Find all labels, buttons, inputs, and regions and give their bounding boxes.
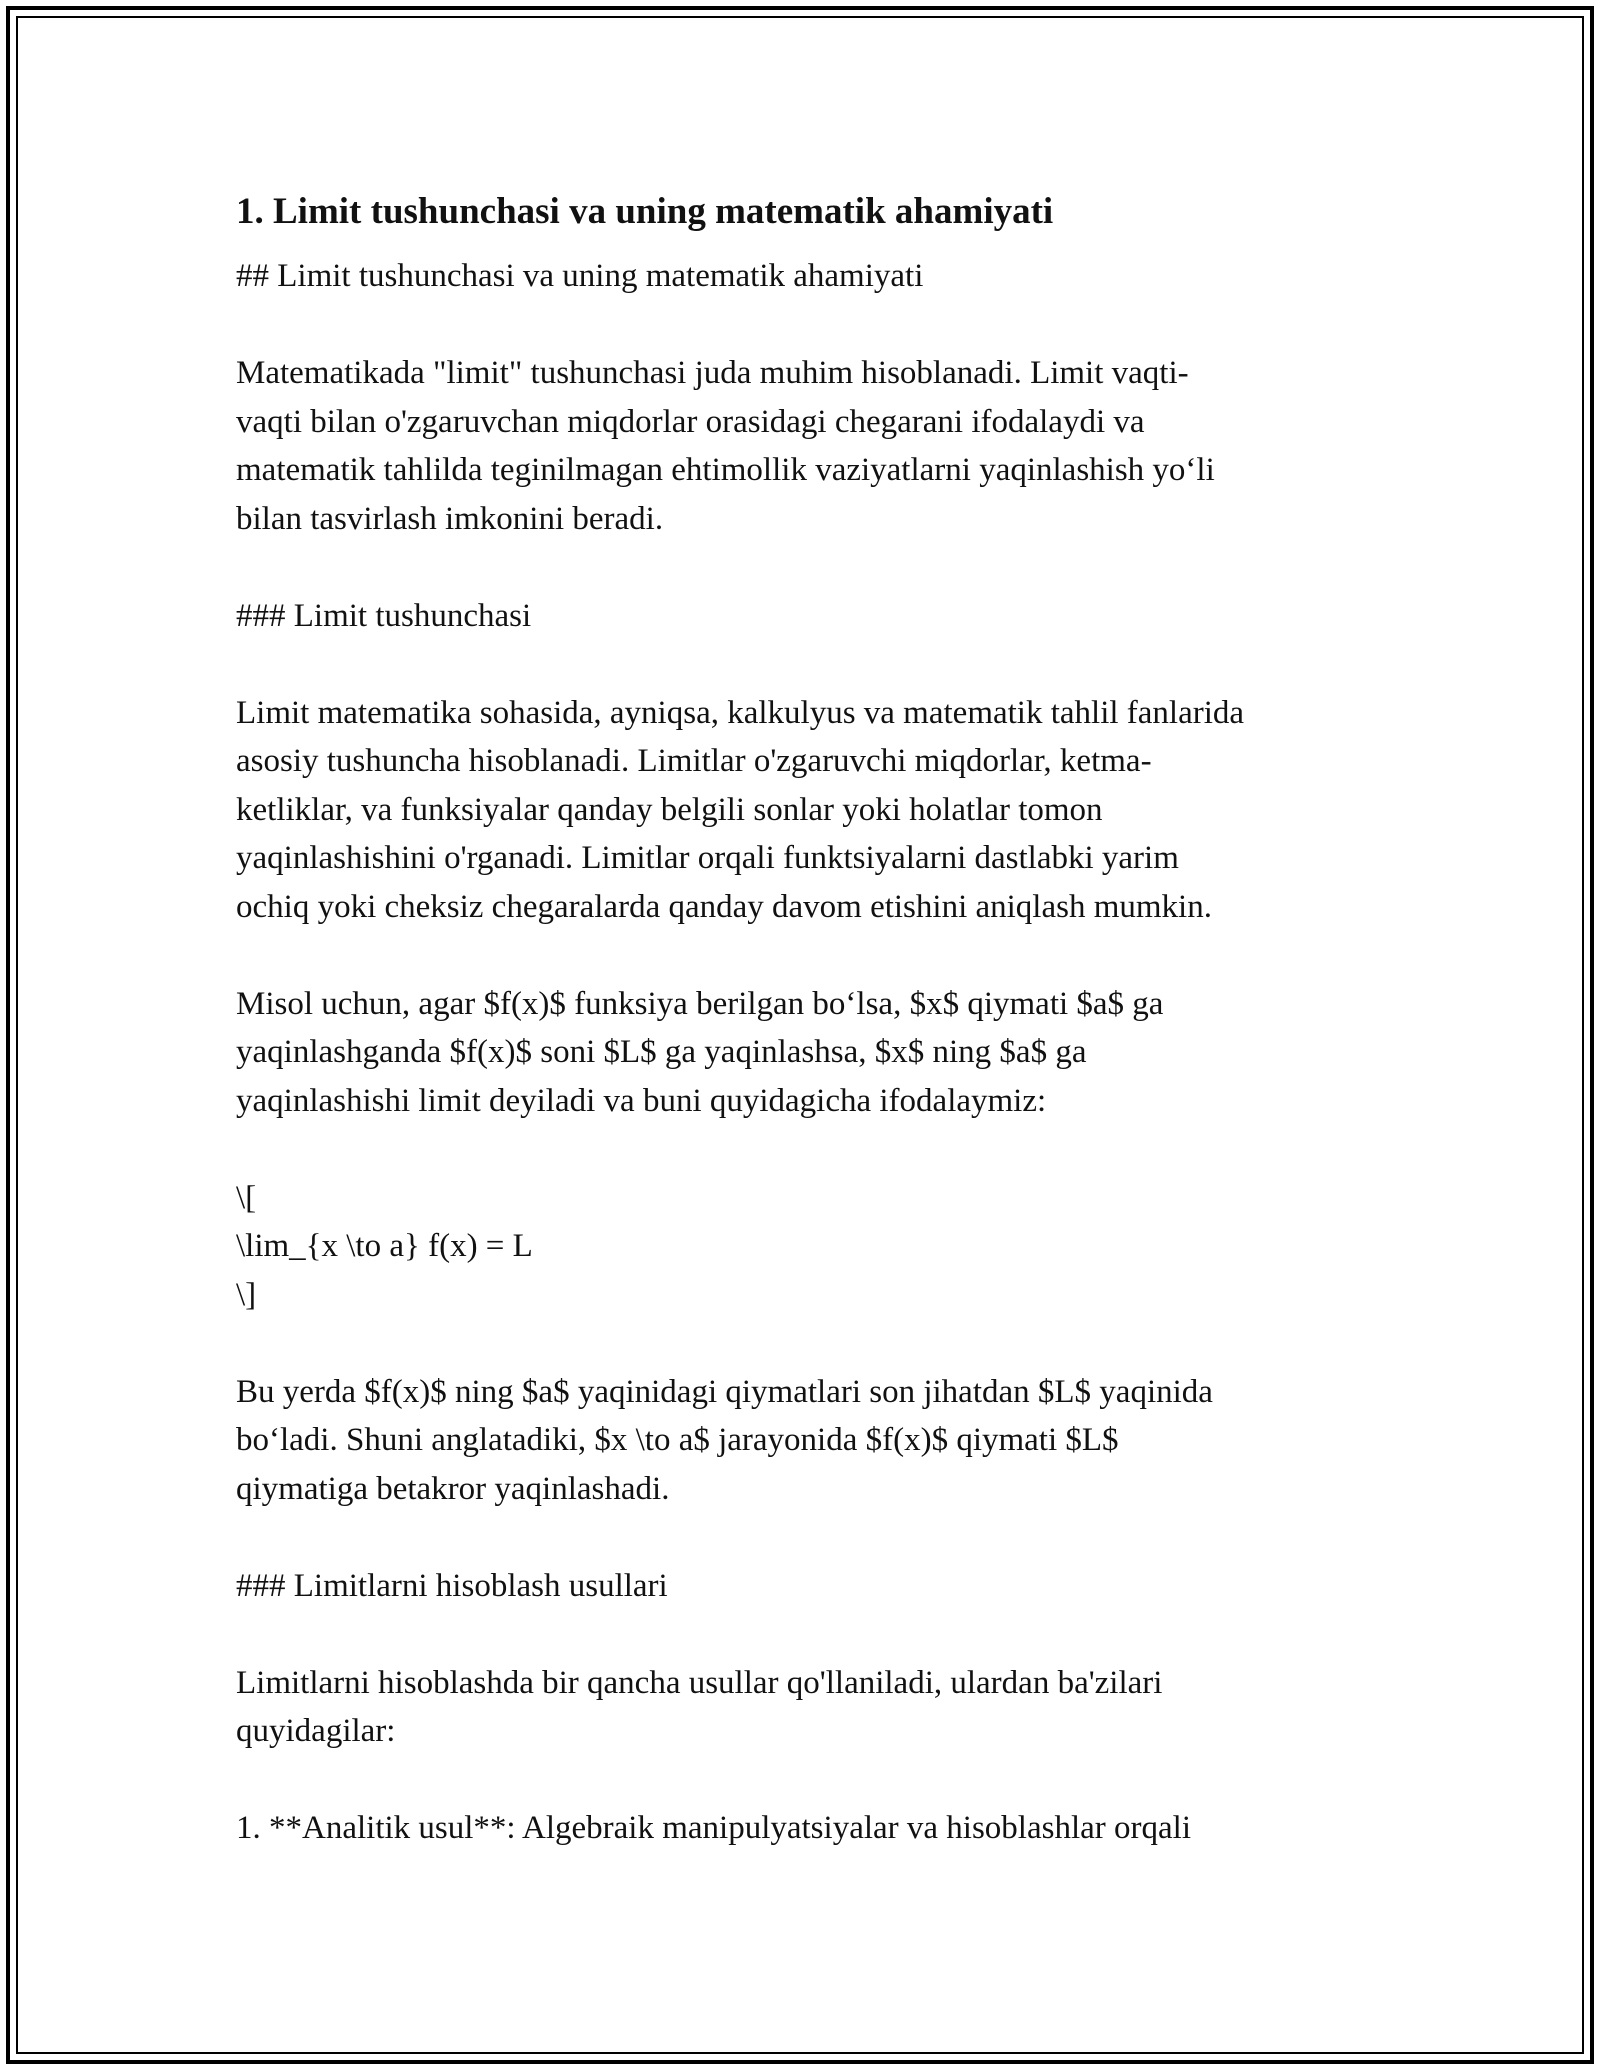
example-paragraph: Misol uchun, agar $f(x)$ funksiya berilgan bo‘lsa, $x$ qiymati $a$ ga yaqinlashganda $f(x)$ soni $L$ ga yaqinlashsa, $x$ ning $a$ ga yaqinlashishi limit deyiladi va buni quyidagicha ifodalaymiz: [236,985,1164,1119]
document-body [236,182,1366,1901]
markdown-heading-2: ## Limit tushunchasi va uning matematik ahamiyati [236,258,924,294]
markdown-heading-3-methods: ### Limitlarni hisoblash usullari [236,1567,668,1604]
methods-intro-paragraph: Limitlarni hisoblashda bir qancha usullar qo'llaniladi, ulardan ba'zilari quyidagilar: [236,1664,1163,1749]
explanation-paragraph: Bu yerda $f(x)$ ning $a$ yaqinidagi qiymatlari son jihatdan $L$ yaqinida bo‘ladi. Shuni anglatadiki, $x \to a$ jarayonida $f(x)$ qiymati $L$ qiymatiga betakror yaqinlashadi. [236,1373,1213,1507]
markdown-heading-3-limit: ### Limit tushunchasi [236,597,532,634]
latex-formula-block: \[ \lim_{x \to a} f(x) = L \] [236,1179,533,1313]
intro-paragraph: Matematikada "limit" tushunchasi juda muhim hisoblanadi. Limit vaqti- vaqti bilan o'zgaruvchan miqdorlar orasidagi chegarani ifodalaydi va matematik tahlilda teginilmagan ehtimollik vaziyatlarni yaqinlashish yo‘li bilan tasvirlash imkonini beradi. [236,355,1215,537]
definition-paragraph: Limit matematika sohasida, ayniqsa, kalkulyus va matematik tahlil fanlarida asosiy tushuncha hisoblanadi. Limitlar o'zgaruvchi miqdorlar, ketma- ketliklar, va funksiyalar qanday belgili sonlar yoki holatlar tomon yaqinlashishini o'rganadi. Limitlar orqali funktsiyalarni dastlabki yarim ochiq yoki cheksiz chegaralarda qanday davom etishini aniqlash mumkin. [236,694,1245,925]
page-title: 1. Limit tushunchasi va uning matematik ahamiyati [236,191,1054,232]
list-item-analytic-method: 1. **Analitik usul**: Algebraik manipulyatsiyalar va hisoblashlar orqali [236,1810,1191,1846]
